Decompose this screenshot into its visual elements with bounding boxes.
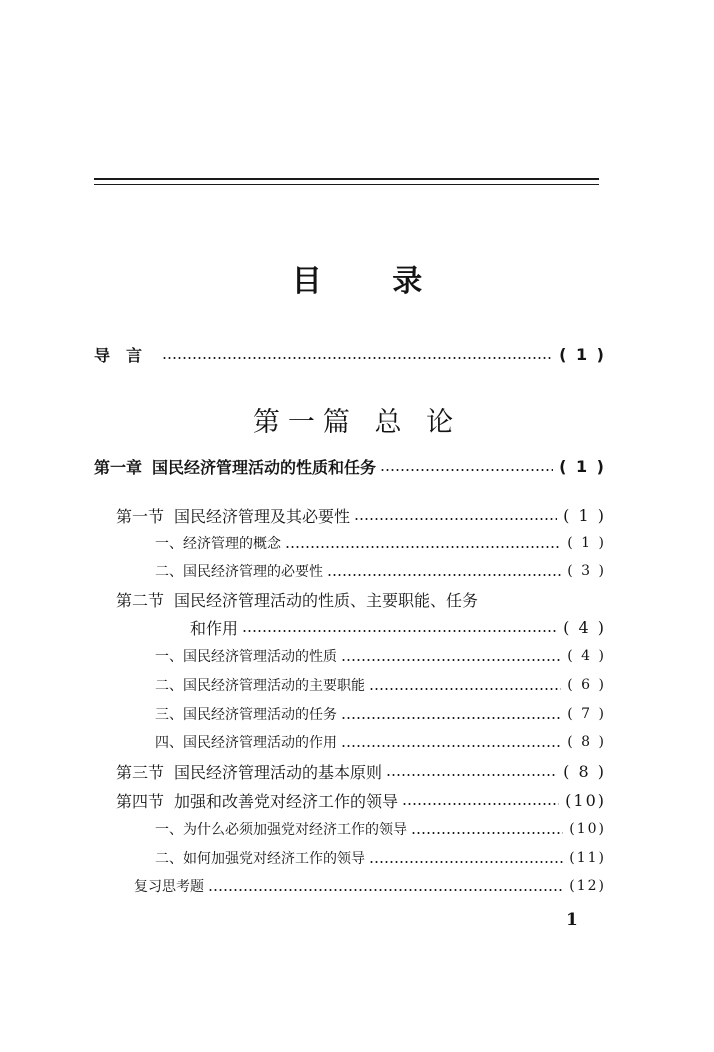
toc-page-ref: ( 4 ) [563, 617, 606, 637]
section-number: 第二节 [116, 590, 165, 610]
toc-page-ref: ( 1 ) [559, 456, 606, 476]
toc-page-ref: ( 3 ) [567, 563, 606, 579]
toc-page-ref: ( 8 ) [567, 734, 606, 750]
toc-entry-label: 二、国民经济管理的必要性 [155, 564, 323, 580]
header-rule-thin [94, 184, 599, 185]
dot-leader [369, 861, 563, 863]
dot-leader [369, 688, 561, 690]
toc-page-ref: ( 4 ) [567, 648, 606, 664]
toc-entry-label: 一、为什么必须加强党对经济工作的领导 [155, 822, 407, 838]
dot-leader [162, 357, 553, 359]
toc-entry-subsection [155, 672, 606, 698]
toc-entry-label: 复习思考题 [134, 879, 204, 895]
toc-entry-label: 国民经济管理活动的性质和任务 [152, 457, 377, 477]
toc-page-ref: (12) [569, 878, 606, 894]
toc-page-ref: ( 1 ) [559, 344, 606, 364]
dot-leader [341, 717, 561, 719]
toc-entry-subsection [155, 816, 606, 842]
toc-entry-label: 国民经济管理活动的基本原则 [174, 762, 383, 782]
toc-entry-review-questions [134, 873, 606, 899]
dot-leader [341, 745, 561, 747]
toc-page-ref: (11) [569, 850, 606, 866]
dot-leader [285, 546, 561, 548]
section-number: 第三节 [116, 762, 165, 782]
toc-entry-chapter-1 [94, 453, 606, 479]
toc-entry-subsection [155, 845, 606, 871]
toc-entry-label: 二、国民经济管理活动的主要职能 [155, 678, 365, 694]
section-number: 第四节 [116, 791, 165, 811]
dot-leader [341, 659, 561, 661]
toc-page-ref: ( 8 ) [563, 761, 606, 781]
page-number: 1 [566, 910, 578, 930]
toc-entry-label: 一、经济管理的概念 [155, 536, 281, 552]
section-number: 第一节 [116, 506, 165, 526]
dot-leader [402, 803, 559, 805]
toc-entry-label: 国民经济管理活动的性质、主要职能、任务 [174, 590, 479, 610]
dot-leader [242, 630, 557, 632]
toc-entry-subsection [155, 729, 606, 755]
toc-entry-section-3 [116, 758, 606, 784]
page-title: 目 录 [291, 264, 453, 299]
dot-leader [208, 889, 563, 891]
toc-entry-section-1 [116, 502, 606, 528]
part-title: 第一篇 总 论 [252, 407, 462, 438]
dot-leader [354, 518, 557, 520]
toc-entry-subsection [155, 558, 606, 584]
toc-entry-label: 加强和改善党对经济工作的领导 [174, 791, 399, 811]
dot-leader [380, 469, 553, 471]
dot-leader [327, 574, 561, 576]
toc-entry-section-2 [116, 586, 478, 612]
toc-entry-subsection [155, 701, 606, 727]
chapter-number: 第一章 [94, 457, 143, 477]
toc-entry-label: 二、如何加强党对经济工作的领导 [155, 851, 365, 867]
toc-page-ref: (10) [565, 790, 606, 810]
toc-entry-section-4 [116, 787, 606, 813]
toc-page-ref: ( 1 ) [567, 535, 606, 551]
toc-entry-subsection [155, 643, 606, 669]
toc-entry-label: 导言 [94, 345, 159, 365]
toc-entry-subsection [155, 530, 606, 556]
toc-entry-label: 和作用 [190, 618, 239, 638]
dot-leader [411, 832, 563, 834]
toc-page-ref: ( 1 ) [563, 505, 606, 525]
dot-leader [386, 774, 557, 776]
toc-page-ref: ( 6 ) [567, 677, 606, 693]
toc-page-ref: ( 7 ) [567, 706, 606, 722]
toc-entry-intro [94, 341, 606, 367]
header-rule-thick [94, 178, 599, 180]
toc-page-ref: (10) [569, 821, 606, 837]
toc-entry-label: 三、国民经济管理活动的任务 [155, 707, 337, 723]
toc-entry-label: 国民经济管理及其必要性 [174, 506, 351, 526]
toc-entry-label: 一、国民经济管理活动的性质 [155, 649, 337, 665]
toc-entry-label: 四、国民经济管理活动的作用 [155, 735, 337, 751]
toc-entry-section-2-continued [190, 614, 606, 640]
